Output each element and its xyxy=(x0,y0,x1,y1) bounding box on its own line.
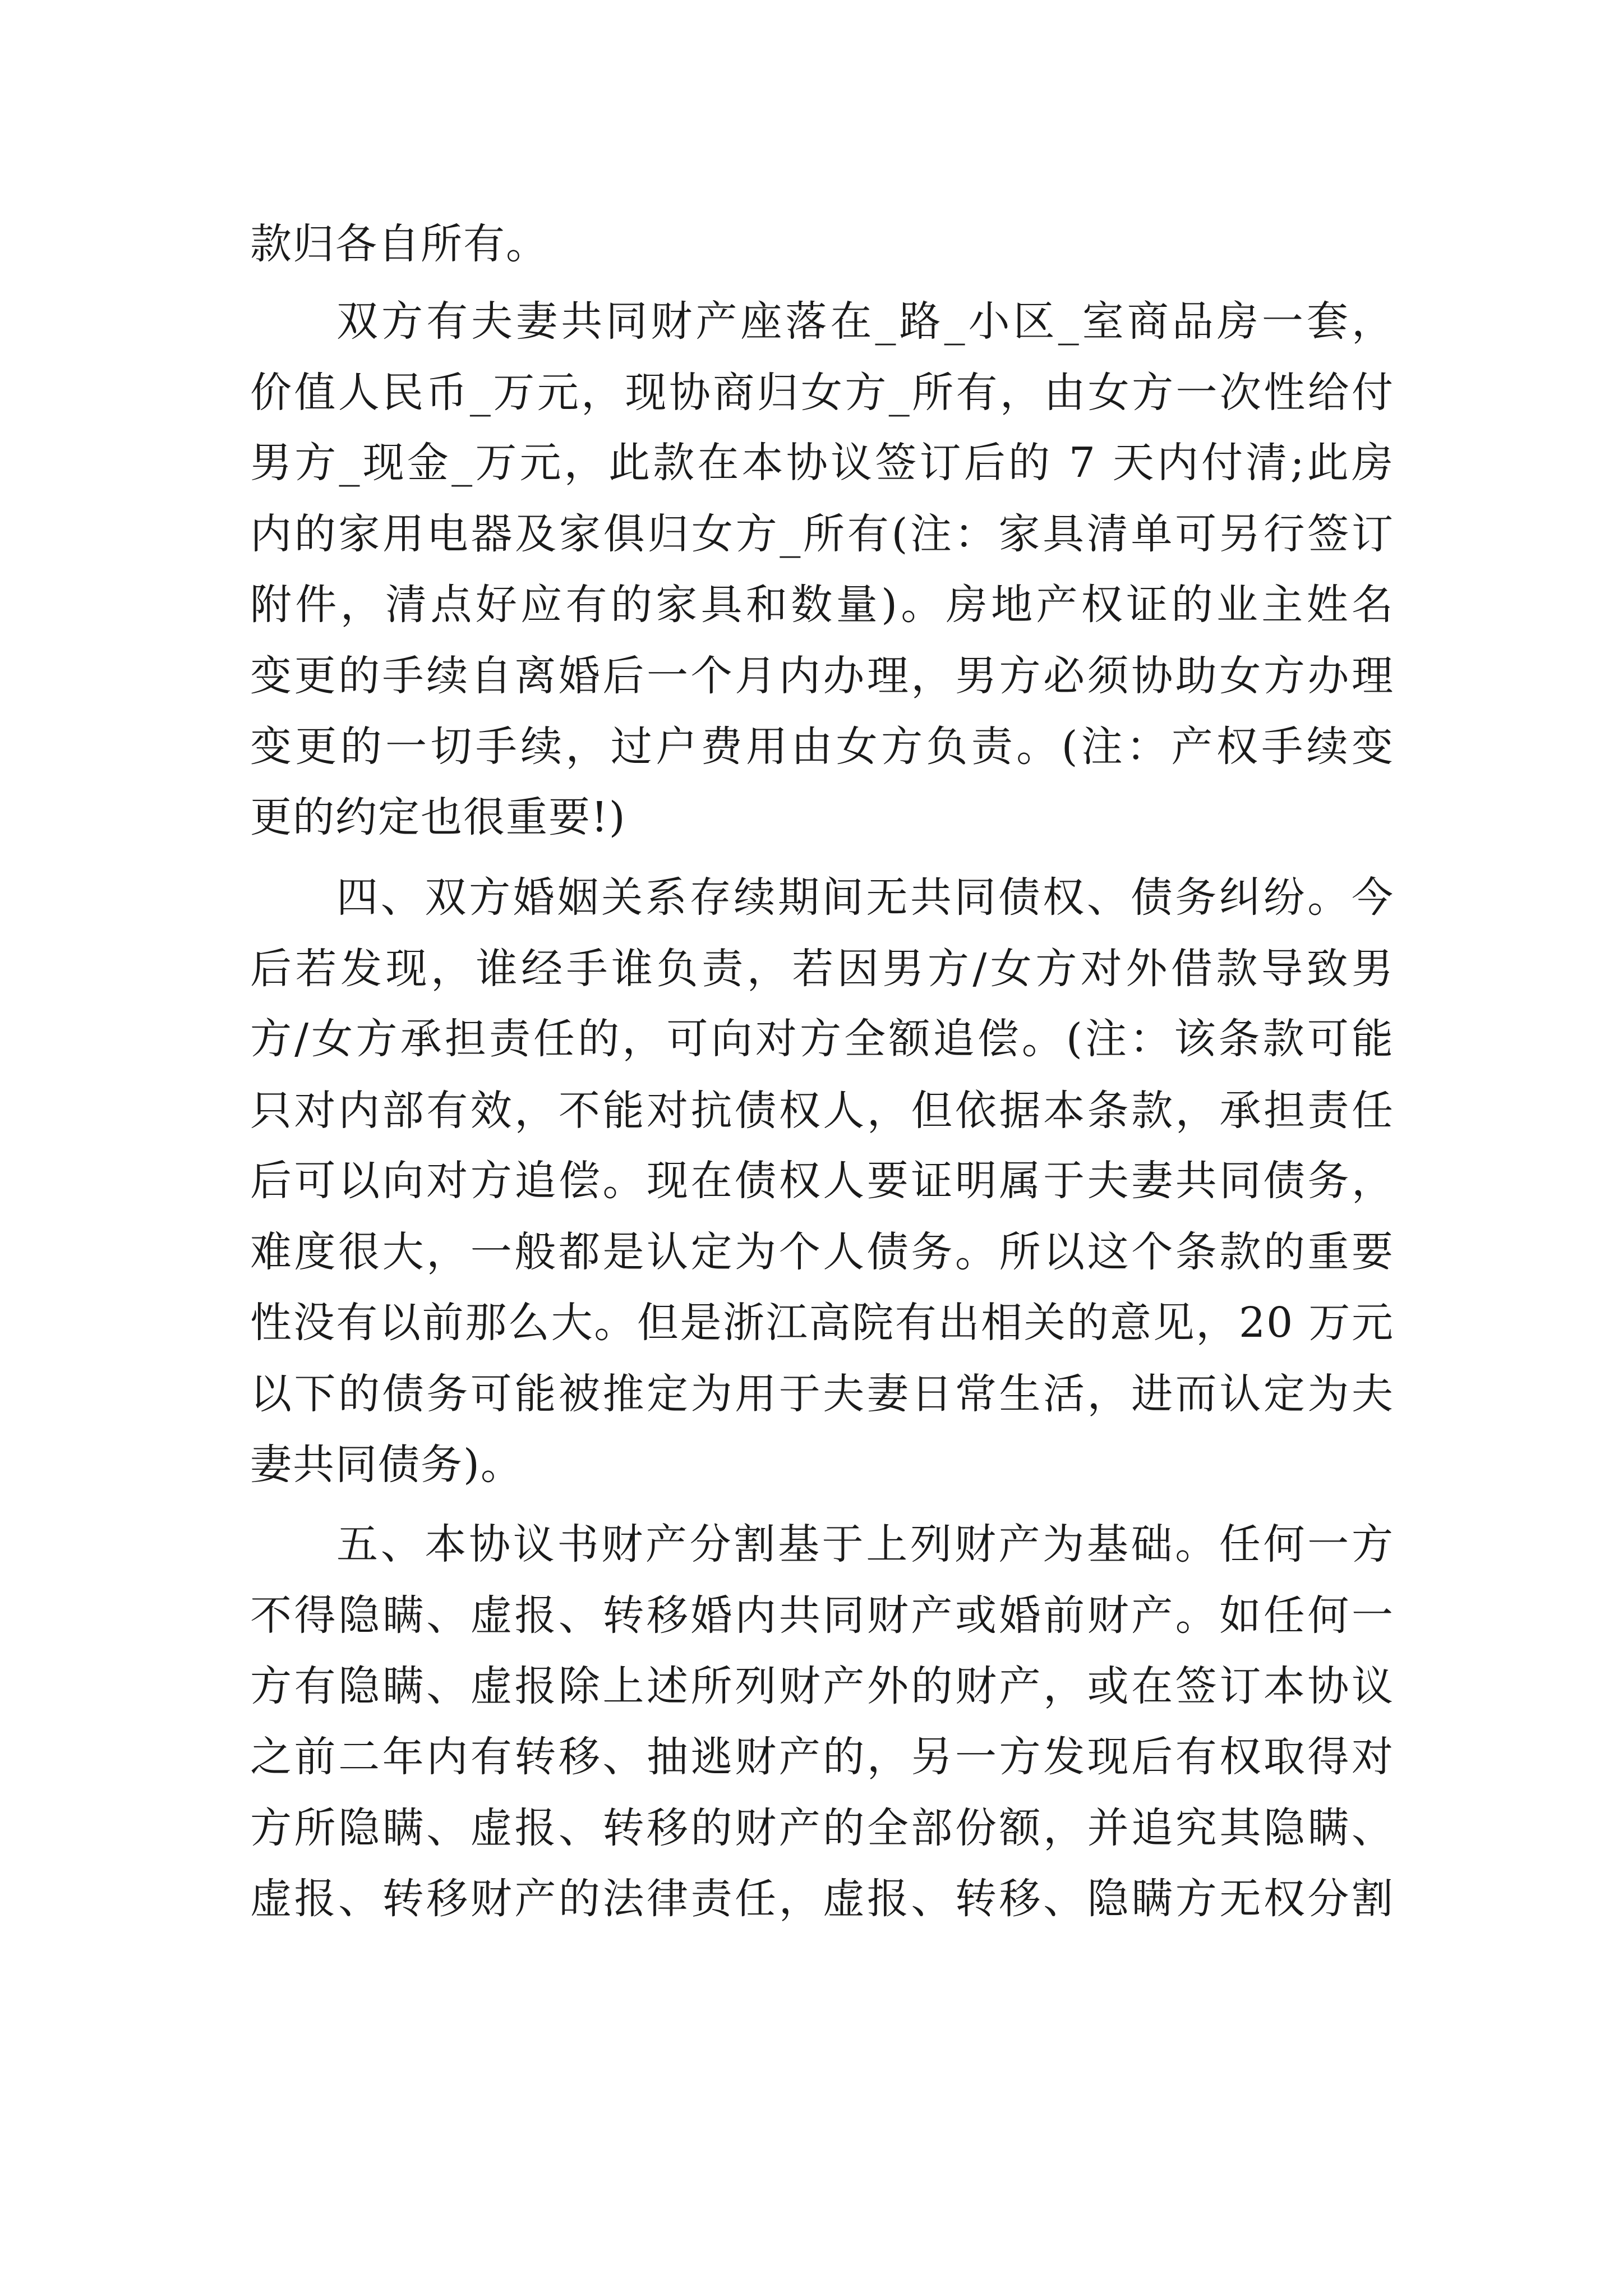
paragraph-line: 附件，清点好应有的家具和数量)。房地产权证的业主姓名 xyxy=(250,581,1394,629)
paragraph-line: 方/女方承担责任的，可向对方全额追偿。(注：该条款可能 xyxy=(250,1015,1394,1063)
paragraph-line: 更的约定也很重要!) xyxy=(250,793,626,841)
paragraph-line: 款归各自所有。 xyxy=(250,220,548,268)
paragraph-line: 之前二年内有转移、抽逃财产的，另一方发现后有权取得对 xyxy=(250,1733,1394,1781)
paragraph-line: 不得隐瞒、虚报、转移婚内共同财产或婚前财产。如任何一 xyxy=(250,1591,1394,1640)
paragraph-line: 价值人民币_万元，现协商归女方_所有，由女方一次性给付 xyxy=(250,369,1394,417)
paragraph-line: 以下的债务可能被推定为用于夫妻日常生活，进而认定为夫 xyxy=(250,1370,1394,1418)
paragraph-line: 双方有夫妻共同财产座落在_路_小区_室商品房一套， xyxy=(336,297,1394,346)
paragraph-line: 性没有以前那么大。但是浙江高院有出相关的意见，20 万元 xyxy=(250,1299,1394,1347)
paragraph-line: 内的家用电器及家俱归女方_所有(注：家具清单可另行签订 xyxy=(250,510,1394,558)
paragraph-line: 虚报、转移财产的法律责任，虚报、转移、隐瞒方无权分割 xyxy=(250,1875,1394,1923)
paragraph-line: 五、本协议书财产分割基于上列财产为基础。任何一方 xyxy=(336,1520,1394,1568)
paragraph-line: 男方_现金_万元，此款在本协议签订后的 7 天内付清;此房 xyxy=(250,439,1394,487)
paragraph-line: 后可以向对方追偿。现在债权人要证明属于夫妻共同债务， xyxy=(250,1157,1394,1205)
paragraph-line: 后若发现，谁经手谁负责，若因男方/女方对外借款导致男 xyxy=(250,945,1394,993)
paragraph-line: 难度很大，一般都是认定为个人债务。所以这个条款的重要 xyxy=(250,1228,1394,1276)
paragraph-line: 方有隐瞒、虚报除上述所列财产外的财产，或在签订本协议 xyxy=(250,1662,1394,1710)
paragraph-line: 方所隐瞒、虚报、转移的财产的全部份额，并追究其隐瞒、 xyxy=(250,1804,1394,1852)
paragraph-line: 只对内部有效，不能对抗债权人，但依据本条款，承担责任 xyxy=(250,1087,1394,1135)
paragraph-line: 妻共同债务)。 xyxy=(250,1441,523,1489)
paragraph-line: 变更的一切手续，过户费用由女方负责。(注：产权手续变 xyxy=(250,723,1394,771)
paragraph-line: 变更的手续自离婚后一个月内办理，男方必须协助女方办理 xyxy=(250,652,1394,700)
paragraph-line: 四、双方婚姻关系存续期间无共同债权、债务纠纷。今 xyxy=(336,873,1394,922)
